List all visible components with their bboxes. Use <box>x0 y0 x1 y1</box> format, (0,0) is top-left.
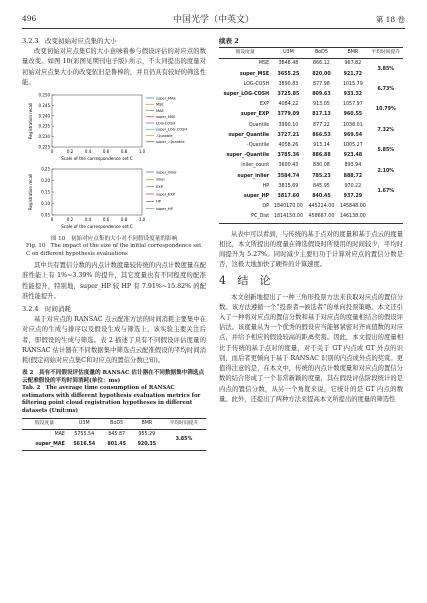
table-cell-improvement: 10.79% <box>375 107 396 113</box>
y-tick-label: 0.240 <box>38 113 50 119</box>
col-header: 平均时间提升 <box>162 418 206 429</box>
chart-bottom <box>22 165 206 233</box>
col-header: 假设度量 <box>219 48 271 59</box>
figure-10 <box>22 91 206 233</box>
table-cell: 3600.43 <box>278 163 299 169</box>
col-header: U3M <box>67 418 102 429</box>
table-cell: 4084.22 <box>278 102 299 108</box>
y-tick-label: 0.250 <box>38 92 50 98</box>
issue-label: 第 18 卷 <box>375 15 405 24</box>
table-cell: 933.32 <box>343 92 363 98</box>
table-cell: 3725.85 <box>277 92 300 98</box>
plot-frame <box>52 95 142 147</box>
legend-label: EXP <box>156 184 163 189</box>
table-cell: 801.45 <box>107 442 126 448</box>
section-4-title: 结 论 <box>237 274 271 288</box>
legend-label: super_EXP <box>156 192 175 197</box>
table-cell-improvement: 5.85% <box>377 148 395 154</box>
section-4-number: 4 <box>219 274 226 288</box>
table-cell: 960.55 <box>343 112 363 118</box>
table-cell: 146138.00 <box>339 214 366 220</box>
table-cell: 817.13 <box>312 112 331 118</box>
x-tick-label: 0.6 <box>102 149 110 155</box>
page-header <box>22 12 405 26</box>
legend-label: super_HP <box>156 206 173 211</box>
paragraph-1: 改变初始对应点集C的大小意味着参与假设评估的对应点的数量改变。如图 10(彩图见期刊电子版) 所示，不太同提出的度量对初始对应点集大小的改变依旧是鲁棒的，并且仍具有较好的筛选性能。 <box>22 48 206 86</box>
col-header: BoD5 <box>306 48 337 59</box>
table-cell: 3890.83 <box>278 81 299 87</box>
table-cell: super_HP <box>243 194 270 200</box>
x-tick-label: 1.0 <box>138 217 146 223</box>
x-tick-label: 0.4 <box>84 149 92 155</box>
chart-top <box>22 91 206 165</box>
left-column <box>22 36 206 451</box>
table-cell: 1814150.00 <box>273 214 303 220</box>
y-axis-label: Registration recall <box>28 173 33 211</box>
x-tick-label: 1.0 <box>138 149 146 155</box>
table-2-part-1 <box>22 418 206 452</box>
table-continued-title: 续表 2 <box>219 37 239 45</box>
table-row <box>219 121 403 131</box>
table-cell: 3817.60 <box>277 194 300 200</box>
table-cell: 3727.21 <box>277 132 300 138</box>
legend-label: super_MSE <box>156 115 176 120</box>
legend-label: -Quantile <box>156 133 173 138</box>
right-column <box>219 36 403 405</box>
table-cell: HP <box>262 183 270 189</box>
table-cell: OP <box>262 204 270 210</box>
legend-label: MAE <box>156 108 164 113</box>
section-3-2-3-heading: 3.2.3 改变初始对应点集的大小 <box>22 37 117 45</box>
table-cell: 893.94 <box>344 163 362 169</box>
legend-label: MSE <box>156 102 164 107</box>
table-row <box>219 202 403 212</box>
table-cell: 866.12 <box>313 61 330 67</box>
legend-label: inlier <box>156 177 165 182</box>
table-cell: 913.14 <box>313 143 330 149</box>
table-cell: 967.82 <box>344 61 362 67</box>
table-cell-improvement: 3.85% <box>175 436 193 442</box>
table-cell: 1057.97 <box>342 102 363 108</box>
x-axis-label: Scale of the correspondence set C <box>61 156 133 162</box>
table-cell-improvement: 7.32% <box>377 127 395 133</box>
y-tick-label: 0.05 <box>41 212 50 218</box>
table-row <box>219 182 403 192</box>
table-cell: 445224.00 <box>308 204 335 210</box>
y-tick-label: 0.25 <box>41 166 50 172</box>
plot-frame <box>52 169 142 215</box>
table-cell: 820.00 <box>312 71 331 77</box>
header-rule <box>22 28 405 29</box>
table-cell: 1038.01 <box>342 122 363 128</box>
table-cell: 866.53 <box>312 132 331 138</box>
table-cell: 886.88 <box>312 153 331 159</box>
legend-label: super_-Quantile <box>156 140 185 145</box>
table-cell: PC_Dist <box>251 214 270 220</box>
table-row <box>219 212 403 223</box>
table-cell: 937.29 <box>343 194 363 200</box>
col-header: U3M <box>271 48 306 59</box>
table-cell-improvement: 1.67% <box>377 188 395 194</box>
figure-caption-en: Fig. 10 The impact of the size of the initial correspondence set C on different hypothesis evaluations <box>26 243 202 257</box>
table-cell: 970.22 <box>344 183 362 189</box>
table-row <box>22 429 206 440</box>
table-cell: 969.54 <box>343 132 363 138</box>
table-cell: super_-Quantile <box>226 153 270 159</box>
x-tick-label: 0.8 <box>120 149 128 155</box>
legend-label: HP <box>156 199 161 204</box>
table-cell: super_MSE <box>239 71 270 77</box>
x-tick-label: 0 <box>50 149 54 155</box>
x-tick-label: 0.2 <box>66 217 74 223</box>
col-header: BMR <box>132 418 162 429</box>
y-tick-label: 0.235 <box>38 123 50 129</box>
table-cell: 845.87 <box>108 431 126 437</box>
table-cell: LOG-COSH <box>243 81 270 87</box>
table-cell: -Quantile <box>246 143 270 149</box>
table-cell: 3655.25 <box>277 71 300 77</box>
table-cell: 913.05 <box>313 102 330 108</box>
table-row <box>219 100 403 110</box>
y-tick-label: 0.230 <box>38 134 50 140</box>
table-cell-improvement: 3.85% <box>377 66 395 72</box>
table-cell: 921.72 <box>343 71 363 77</box>
table-row <box>219 80 403 90</box>
section-4-heading <box>219 276 403 286</box>
x-tick-label: 0.6 <box>102 217 110 223</box>
table-cell-improvement <box>369 212 403 223</box>
journal-title: 中国光学（中英文） <box>172 15 254 25</box>
table-cell: inlier_count <box>241 163 270 169</box>
section-3-2-4-heading: 3.2.4 时间消耗 <box>22 305 72 314</box>
table-cell: 5616.54 <box>73 442 96 448</box>
table-2-caption-en: Tab. 2 The average time consumption of RANSAC estimators with different hypothesis evaluation metrics for filtering point cloud registration hypotheses in different datasets (Unit:ms) <box>22 385 201 415</box>
y-axis-label: Registration recall <box>28 102 33 140</box>
x-tick-label: 0.4 <box>84 217 92 223</box>
page-number: 496 <box>22 14 37 23</box>
table-cell: 1015.79 <box>342 81 363 87</box>
col-header: 平均时间提升 <box>369 48 403 59</box>
table-cell: 3584.74 <box>277 173 300 179</box>
table-row <box>219 59 403 70</box>
table-cell: 5755.54 <box>74 431 95 437</box>
x-axis-label: Scale of the correspondence set C <box>61 224 133 230</box>
table-cell: super_Quantile <box>228 132 270 138</box>
table-cell: 145848.00 <box>339 204 366 210</box>
y-tick-label: 0.10 <box>41 201 50 207</box>
table-cell: 920.35 <box>137 442 157 448</box>
table-cell: 888.72 <box>343 173 363 179</box>
y-tick-label: 0.20 <box>41 178 50 184</box>
table-cell: 458667.00 <box>308 214 335 220</box>
legend-label: LOG-COSH <box>156 121 176 126</box>
legend-label: super_LOG-COSH <box>156 127 188 132</box>
table-cell: 830.08 <box>313 163 330 169</box>
legend-label: super_MAE <box>156 96 176 101</box>
table-row <box>219 141 403 151</box>
y-tick-label: 0.15 <box>41 189 50 195</box>
table-cell: super_LOG-COSH <box>223 92 270 98</box>
table-cell: 923.48 <box>343 153 363 159</box>
table-cell: 1005.27 <box>342 143 363 149</box>
table-cell: MAE <box>54 431 65 437</box>
x-tick-label: 0 <box>50 217 54 223</box>
table-cell: 785.23 <box>312 173 331 179</box>
y-tick-label: 0.225 <box>38 144 50 150</box>
table-row <box>219 161 403 171</box>
table-2-part-2 <box>219 47 403 223</box>
paragraph-3: 基于对应点的 RANSAC 点云配准方法的时间消耗主要集中在对应点的生成与排序以及假设生成与筛选上，该实验主要关注后者，即假设的生成与筛选。表 2 描述了具有不同假设评估度量的 RANSAC 估计器在不同数据集中筛选点云配准假设的平均时间消耗(假定初始对应点集C和对应点的置信分数已知)。 <box>22 316 206 365</box>
table-cell-improvement: 2.10% <box>377 168 395 174</box>
table-cell: 877.98 <box>313 81 330 87</box>
table-cell: 3848.48 <box>278 61 299 67</box>
table-cell-improvement <box>369 202 403 212</box>
table-cell: super_inlier <box>237 173 270 179</box>
table-cell: 4058.26 <box>278 143 299 149</box>
table-cell: 877.22 <box>313 122 330 128</box>
table-cell: 3779.09 <box>277 112 300 118</box>
col-header: BoD5 <box>102 418 132 429</box>
figure-caption-zh: 图 10 初始对应点集的大小对不同假设度量的影响 <box>50 236 178 243</box>
table-2-caption-zh: 表 2 具有不同假设评估度量的 RANSAC 估计器在不同数据集中筛选点云配准假设的平均时间消耗(单位：ms) <box>22 370 205 385</box>
col-header: 假设度量 <box>22 418 67 429</box>
table-cell: 3990.10 <box>278 122 299 128</box>
table-cell: 955.29 <box>138 431 156 437</box>
table-cell-improvement: 6.73% <box>377 86 395 92</box>
table-cell: 3815.69 <box>278 183 299 189</box>
x-tick-label: 0.2 <box>66 149 74 155</box>
table-cell: 840.45 <box>312 194 331 200</box>
table-cell: 809.63 <box>312 92 331 98</box>
x-tick-label: 0.8 <box>120 217 128 223</box>
col-header: BMR <box>337 48 368 59</box>
table-cell: MSE <box>258 61 270 67</box>
legend-label: super_inlier <box>156 170 177 175</box>
paragraph-5: 本文创新地提出了一种三角形投票方法来获取对应点的置信分数。该方法遵循一个“投票者→候选者”的单向投票策略。本文还引入了一种将对应点的置信分数和基于对应点的度量相结合的假设评估法。该度量从为一个优秀的假设应当能够紧密对齐真值数的对应点，并给予相应的假设较高的距离奖赏。因此，本文提出的度量相比于传统的基于点对的度量，对于关于 GT 内点或 GT 外点的识别，而后者更倾向于基于 RANSAC 识别的内点或外点的奖赏。更值得注意的是，在本文中，传统的内点计数度量和对应点的置信分数的结合形成了一个非常新颖的度量，其在假设评估阶段统计的是内点的置信分数，从另一个角度来说，它统计的是 GT 内点的数量。此外，还提出了两种方法来提高本文所提出的度量的筛选性 <box>219 293 403 403</box>
table-cell: 3785.36 <box>277 153 300 159</box>
table-cell: super_EXP <box>240 112 270 118</box>
paragraph-4: 从表中可以看到，与传统的基于点对的度量和基于点云的度量相比，本文所提出的度量在筛选假设时所使用的时间较少，平均时间提升为 5.27%。同时减少主要归功于计算对应点的置信分数是否，这极大地加快了硬件的计算速度。 <box>219 230 403 269</box>
paragraph-2: 其中共有置信分数的内点计数度量较传统的内点计数度量在配准性能上有 1%~3.39% 的提升，其它度量也有不同程度的配准性能提升，特别地，super_HP 较 HP 有 7.91%~15.82% 的配准性能提升。 <box>22 262 206 300</box>
table-cell: 1840170.00 <box>273 204 303 210</box>
y-tick-label: 0.245 <box>38 102 50 108</box>
table-cell: EXP <box>259 102 270 108</box>
table-cell: super_MAE <box>35 442 65 448</box>
table-cell: 845.95 <box>313 183 330 189</box>
table-cell: Quantile <box>248 122 270 128</box>
